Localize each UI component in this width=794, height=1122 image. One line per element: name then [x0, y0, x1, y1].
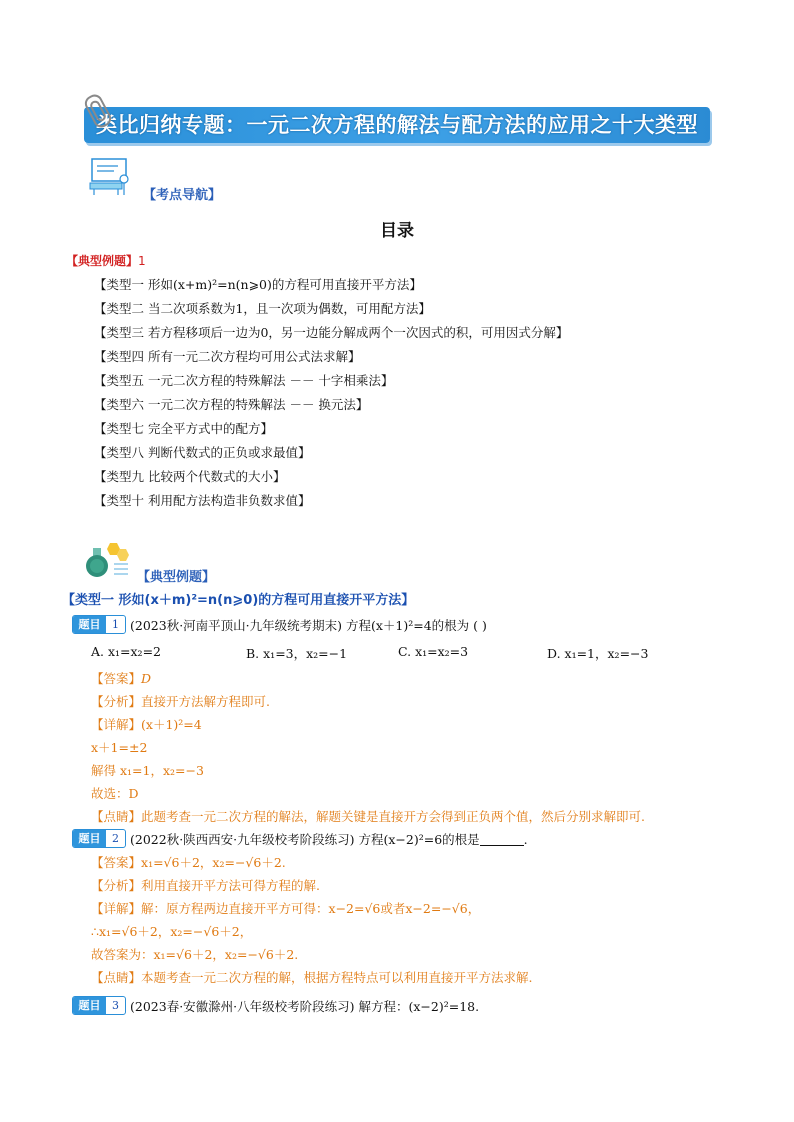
section-heading: 【类型一 形如(x＋m)²=n(n⩾0)的方程可用直接开平方法】 [62, 593, 415, 608]
solution-step: 故答案为：x₁=√6＋2，x₂=−√6＋2. [91, 947, 299, 962]
comment-line [91, 807, 645, 825]
comment-tag: 【点睛】 [91, 809, 142, 824]
toc-title: 目录 [380, 221, 414, 241]
comment-line [91, 968, 533, 986]
analysis-line [91, 876, 320, 894]
badge-number: 3 [112, 999, 119, 1012]
option-c[interactable]: C. x₁=x₂=3 [398, 644, 469, 659]
detail-tag: 【详解】 [91, 901, 142, 916]
option-b[interactable]: B. x₁=3，x₂=−1 [246, 646, 348, 661]
solution-step: 故选：D [91, 786, 139, 801]
badge-label: 题目 [73, 616, 106, 633]
answer-tag: 【答案】 [91, 671, 142, 686]
analysis-tag: 【分析】 [91, 878, 142, 893]
toc-head-page: 1 [138, 254, 146, 268]
analysis-text: 利用直接开平方法可得方程的解. [141, 878, 320, 893]
analysis-text: 直接开方法解方程即可. [141, 694, 270, 709]
toc-item[interactable]: 【类型六 一元二次方程的特殊解法 －－ 换元法】 [94, 397, 369, 412]
title-banner [84, 107, 710, 143]
question-text [130, 830, 528, 848]
page-title: 类比归纳专题：一元二次方程的解法与配方法的应用之十大类型 [96, 113, 698, 137]
question-text: (2023春·安徽滁州·八年级校考阶段练习) 解方程：(x−2)²=18. [130, 999, 480, 1014]
toc-item[interactable]: 【类型三 若方程移项后一边为0，另一边能分解成两个一次因式的积，可用因式分解】 [94, 325, 569, 340]
flask-icon [84, 540, 132, 582]
toc-item[interactable]: 【类型四 所有一元二次方程均可用公式法求解】 [94, 349, 361, 364]
toc-item[interactable]: 【类型八 判断代数式的正负或求最值】 [94, 445, 311, 460]
toc-head[interactable] [66, 250, 146, 269]
analysis-tag: 【分析】 [91, 694, 142, 709]
answer-line [91, 853, 286, 871]
toc-item[interactable]: 【类型九 比较两个代数式的大小】 [94, 469, 286, 484]
question-badge [72, 829, 126, 848]
detail-line [91, 899, 480, 917]
toc-item[interactable]: 【类型二 当二次项系数为1，且一次项为偶数，可用配方法】 [94, 301, 431, 316]
badge-number: 1 [112, 618, 119, 631]
question-end: . [523, 832, 528, 847]
solution-step: ∴x₁=√6＋2，x₂=−√6＋2， [91, 924, 253, 939]
question-body: (2022秋·陕西西安·九年级校考阶段练习) 方程(x−2)²=6的根是 [130, 832, 480, 847]
option-a[interactable]: A. x₁=x₂=2 [91, 644, 161, 659]
badge-label: 题目 [73, 997, 106, 1014]
answer-line [91, 669, 151, 687]
nav-label: 【考点导航】 [143, 188, 222, 203]
analysis-line [91, 692, 270, 710]
comment-text: 本题考查一元二次方程的解，根据方程特点可以利用直接开平方法求解. [141, 970, 533, 985]
comment-tag: 【点睛】 [91, 970, 142, 985]
badge-label: 题目 [73, 830, 106, 847]
toc-item[interactable]: 【类型五 一元二次方程的特殊解法 －－ 十字相乘法】 [94, 373, 394, 388]
toc-head-label: 【典型例题】 [66, 254, 139, 268]
answer-value: x₁=√6＋2，x₂=−√6＋2. [141, 855, 286, 870]
classroom-icon [88, 157, 132, 197]
toc-item[interactable]: 【类型一 形如(x+m)²=n(n⩾0)的方程可用直接开平方法】 [94, 277, 422, 292]
examples-label: 【典型例题】 [137, 570, 216, 585]
answer-value: D [141, 671, 152, 686]
question-text: (2023秋·河南平顶山·九年级统考期末) 方程(x＋1)²=4的根为 ( ) [130, 618, 487, 633]
solution-step: 解得 x₁=1，x₂=−3 [91, 763, 204, 778]
detail-text: 解：原方程两边直接开平方可得：x−2=√6或者x−2=−√6， [141, 901, 481, 916]
option-d[interactable]: D. x₁=1，x₂=−3 [547, 646, 649, 661]
question-badge [72, 996, 126, 1015]
detail-tag: 【详解】 [91, 717, 142, 732]
detail-text: (x＋1)²=4 [141, 717, 202, 732]
badge-number: 2 [112, 832, 119, 845]
answer-blank[interactable] [480, 833, 524, 846]
question-badge [72, 615, 126, 634]
detail-line [91, 715, 202, 733]
toc-item[interactable]: 【类型十 利用配方法构造非负数求值】 [94, 493, 311, 508]
comment-text: 此题考查一元二次方程的解法，解题关键是直接开方会得到正负两个值，然后分别求解即可. [141, 809, 645, 824]
answer-tag: 【答案】 [91, 855, 142, 870]
solution-step: x＋1=±2 [91, 740, 148, 755]
toc-item[interactable]: 【类型七 完全平方式中的配方】 [94, 421, 273, 436]
